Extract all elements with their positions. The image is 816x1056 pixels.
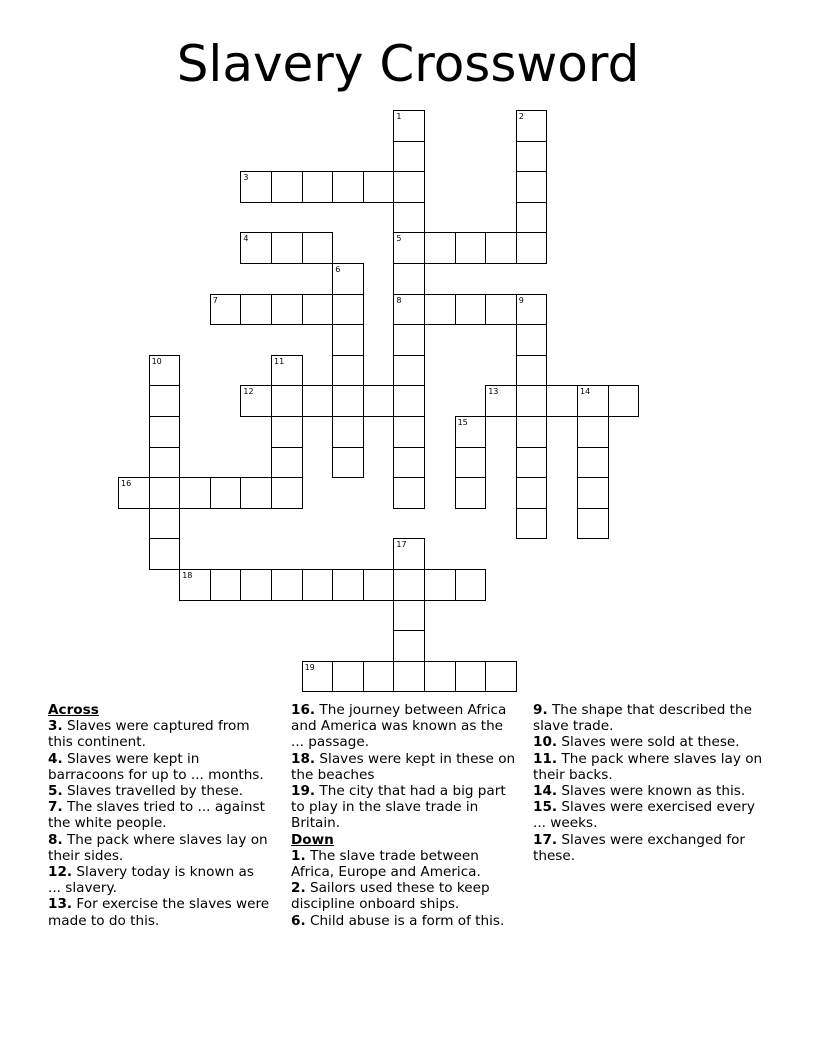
grid-cell[interactable]	[149, 508, 181, 540]
clue-down-14: 14. Slaves were known as this.	[533, 783, 746, 800]
grid-cell[interactable]	[393, 416, 425, 448]
grid-cell[interactable]	[455, 661, 487, 693]
grid-cell[interactable]	[577, 447, 609, 479]
grid-cell[interactable]	[485, 232, 517, 264]
down-heading: Down	[291, 831, 334, 848]
grid-cell[interactable]	[455, 232, 487, 264]
grid-cell[interactable]	[393, 477, 425, 509]
grid-cell[interactable]	[240, 294, 272, 326]
clues-column-3	[533, 702, 765, 864]
grid-cell[interactable]	[302, 232, 334, 264]
grid-cell[interactable]	[424, 294, 456, 326]
grid-cell[interactable]	[393, 202, 425, 234]
grid-cell[interactable]	[271, 416, 303, 448]
grid-cell[interactable]	[210, 569, 242, 601]
grid-cell[interactable]	[485, 385, 517, 417]
clue-across-16: 16. The journey between Africa and America was known as the ... passage.	[291, 702, 507, 751]
grid-cell[interactable]	[240, 569, 272, 601]
grid-cell[interactable]	[210, 294, 242, 326]
grid-cell[interactable]	[271, 294, 303, 326]
grid-cell[interactable]	[516, 508, 548, 540]
grid-cell[interactable]	[393, 385, 425, 417]
grid-cell[interactable]	[393, 447, 425, 479]
grid-cell[interactable]	[577, 508, 609, 540]
grid-cell[interactable]	[332, 661, 364, 693]
grid-cell[interactable]	[149, 447, 181, 479]
clue-number: 1	[396, 112, 402, 121]
clue-down-15: 15. Slaves were exercised every ... weeks.	[533, 799, 755, 832]
clue-number: 13	[488, 387, 499, 397]
grid-cell[interactable]	[393, 538, 425, 570]
grid-cell[interactable]	[363, 385, 395, 417]
grid-cell[interactable]	[363, 661, 395, 693]
grid-cell[interactable]	[424, 232, 456, 264]
grid-cell[interactable]	[393, 600, 425, 632]
clue-number: 3	[243, 173, 249, 183]
grid-cell[interactable]	[516, 294, 548, 326]
grid-cell[interactable]	[393, 661, 425, 693]
grid-cell[interactable]	[332, 447, 364, 479]
grid-cell[interactable]	[302, 171, 334, 203]
grid-cell[interactable]	[332, 171, 364, 203]
grid-cell[interactable]	[455, 447, 487, 479]
grid-cell[interactable]	[179, 569, 211, 601]
grid-cell[interactable]	[608, 385, 640, 417]
clue-down-10: 10. Slaves were sold at these.	[533, 734, 740, 751]
clue-down-11: 11. The pack where slaves lay on their backs.	[533, 750, 763, 783]
grid-cell[interactable]	[332, 385, 364, 417]
clue-number: 6	[335, 265, 341, 274]
clue-down-9: 9. The shape that described the slave trade.	[533, 702, 752, 735]
grid-cell[interactable]	[455, 569, 487, 601]
grid-cell[interactable]	[516, 232, 548, 264]
grid-cell[interactable]	[271, 232, 303, 264]
grid-cell[interactable]	[240, 385, 272, 417]
grid-cell[interactable]	[516, 202, 548, 234]
grid-cell[interactable]	[363, 569, 395, 601]
clues-column-2	[291, 702, 517, 929]
grid-cell[interactable]	[240, 171, 272, 203]
clue-number: 14	[580, 387, 591, 397]
grid-cell[interactable]	[271, 477, 303, 509]
grid-cell[interactable]	[271, 569, 303, 601]
grid-cell[interactable]	[332, 294, 364, 326]
clue-number: 12	[243, 387, 254, 397]
grid-cell[interactable]	[393, 324, 425, 356]
grid-cell[interactable]	[393, 355, 425, 387]
clue-across-5: 5. Slaves travelled by these.	[48, 783, 244, 800]
grid-cell[interactable]	[393, 263, 425, 295]
clue-down-1: 1. The slave trade between Africa, Europe and America.	[291, 847, 481, 881]
clue-number: 15	[457, 418, 468, 427]
grid-cell[interactable]	[424, 661, 456, 693]
grid-cell[interactable]	[332, 355, 364, 387]
grid-cell[interactable]	[455, 416, 487, 448]
grid-cell[interactable]	[332, 416, 364, 448]
clue-number: 5	[396, 234, 402, 244]
clue-number: 8	[396, 295, 402, 305]
grid-cell[interactable]	[363, 171, 395, 203]
grid-cell[interactable]	[149, 355, 181, 387]
grid-cell[interactable]	[179, 477, 211, 509]
grid-cell[interactable]	[516, 355, 548, 387]
clue-number: 19	[304, 662, 315, 672]
across-heading: Across	[48, 702, 99, 718]
grid-cell[interactable]	[118, 477, 150, 509]
grid-cell[interactable]	[393, 569, 425, 601]
clue-number: 2	[518, 112, 524, 121]
grid-cell[interactable]	[149, 477, 181, 509]
grid-cell[interactable]	[393, 141, 425, 173]
puzzle-title: Slavery Crossword	[176, 35, 640, 93]
clues-column-1	[48, 702, 270, 929]
grid-cell[interactable]	[393, 232, 425, 264]
clue-number: 18	[182, 571, 193, 580]
grid-cell[interactable]	[149, 538, 181, 570]
clue-number: 11	[274, 356, 285, 366]
grid-cell[interactable]	[455, 477, 487, 509]
clue-across-8: 8. The pack where slaves lay on their sides.	[48, 831, 268, 864]
grid-cell[interactable]	[485, 661, 517, 693]
clue-across-13: 13. For exercise the slaves were made to do this.	[48, 896, 270, 929]
grid-cell[interactable]	[240, 232, 272, 264]
grid-cell[interactable]	[485, 294, 517, 326]
grid-cell[interactable]	[393, 630, 425, 662]
clue-across-4: 4. Slaves were kept in barracoons for up to ... months.	[48, 750, 264, 783]
grid-cell[interactable]	[149, 416, 181, 448]
grid-cell[interactable]	[393, 110, 425, 142]
grid-cell[interactable]	[393, 294, 425, 326]
clue-across-19: 19. The city that had a big part to play in the slave trade in Britain.	[291, 783, 506, 832]
clue-number: 7	[212, 295, 218, 305]
grid-cell[interactable]	[577, 416, 609, 448]
grid-cell[interactable]	[516, 385, 548, 417]
clue-down-2: 2. Sailors used these to keep discipline onboard ships.	[291, 880, 490, 913]
grid-cell[interactable]	[424, 569, 456, 601]
grid-cell[interactable]	[546, 385, 578, 417]
grid-cell[interactable]	[210, 477, 242, 509]
grid-cell[interactable]	[516, 324, 548, 356]
grid-cell[interactable]	[271, 447, 303, 479]
grid-cell[interactable]	[393, 171, 425, 203]
grid-cell[interactable]	[302, 661, 334, 693]
clue-across-7: 7. The slaves tried to ... against the white people.	[48, 799, 265, 832]
grid-cell[interactable]	[302, 385, 334, 417]
grid-cell[interactable]	[302, 569, 334, 601]
clue-down-17: 17. Slaves were exchanged for these.	[533, 831, 746, 864]
clue-number: 4	[243, 234, 249, 244]
grid-cell[interactable]	[577, 477, 609, 509]
grid-cell[interactable]	[516, 447, 548, 479]
grid-cell[interactable]	[516, 110, 548, 142]
grid-cell[interactable]	[516, 171, 548, 203]
grid-cell[interactable]	[332, 569, 364, 601]
grid-cell[interactable]	[271, 171, 303, 203]
grid-cell[interactable]	[455, 294, 487, 326]
clue-across-18: 18. Slaves were kept in these on the beaches	[291, 750, 516, 783]
clue-across-3: 3. Slaves were captured from this continent.	[48, 718, 250, 751]
clue-across-12: 12. Slavery today is known as ... slavery.	[48, 864, 254, 897]
clue-number: 9	[518, 295, 524, 305]
grid-cell[interactable]	[271, 385, 303, 417]
clue-number: 10	[151, 356, 162, 366]
grid-cell[interactable]	[332, 263, 364, 295]
grid-cell[interactable]	[516, 416, 548, 448]
grid-cell[interactable]	[271, 355, 303, 387]
grid-cell[interactable]	[302, 294, 334, 326]
grid-cell[interactable]	[149, 385, 181, 417]
grid-cell[interactable]	[516, 141, 548, 173]
grid-cell[interactable]	[240, 477, 272, 509]
grid-cell[interactable]	[516, 477, 548, 509]
grid-cell[interactable]	[332, 324, 364, 356]
clue-down-6: 6. Child abuse is a form of this.	[291, 912, 505, 929]
grid-cell[interactable]	[577, 385, 609, 417]
clue-number: 17	[396, 540, 407, 550]
clue-number: 16	[121, 479, 132, 489]
